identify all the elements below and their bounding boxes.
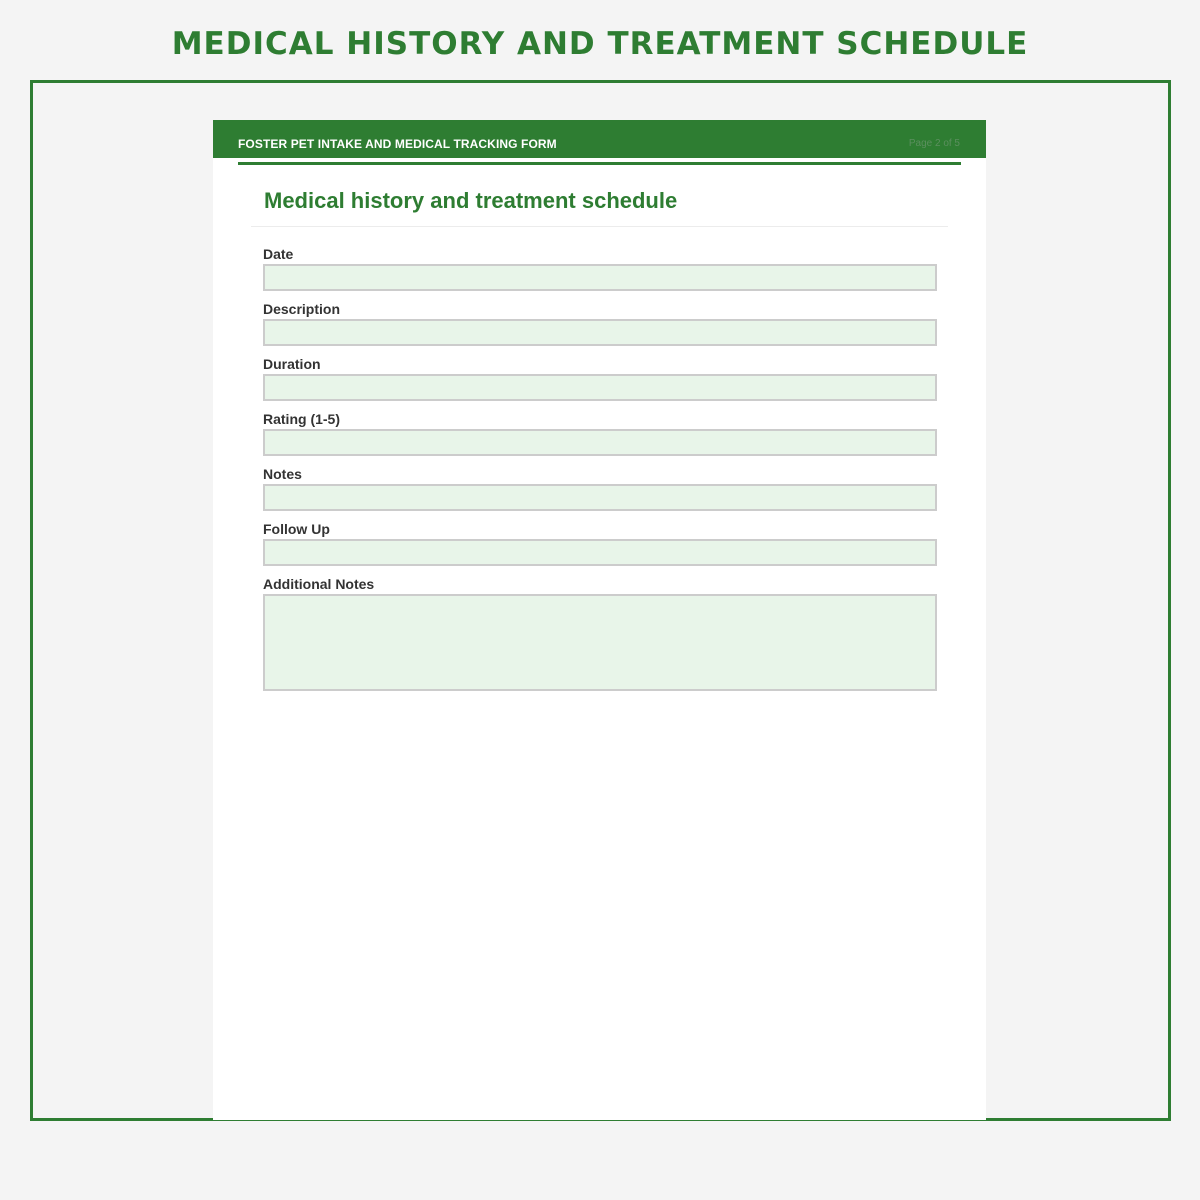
header-rule [238, 162, 961, 165]
notes-input[interactable] [263, 484, 937, 511]
form-sheet [213, 120, 986, 1120]
notes-label: Notes [263, 466, 302, 482]
date-label: Date [263, 246, 294, 262]
section-divider [251, 226, 948, 227]
description-input[interactable] [263, 319, 937, 346]
form-fields [263, 246, 937, 701]
field-duration [263, 356, 937, 401]
duration-input[interactable] [263, 374, 937, 401]
field-notes [263, 466, 937, 511]
additional-notes-label: Additional Notes [263, 576, 375, 592]
page-indicator: Page 2 of 5 [908, 138, 960, 149]
duration-label: Duration [263, 356, 321, 372]
follow-up-label: Follow Up [263, 521, 330, 537]
date-input[interactable] [263, 264, 937, 291]
form-header-bar [213, 120, 986, 158]
field-rating [263, 411, 937, 456]
field-additional-notes [263, 576, 937, 691]
field-description [263, 301, 937, 346]
section-title: Medical history and treatment schedule [264, 188, 678, 213]
rating-label: Rating (1-5) [263, 411, 340, 427]
field-follow-up [263, 521, 937, 566]
page-heading: MEDICAL HISTORY AND TREATMENT SCHEDULE [171, 26, 1029, 62]
field-date [263, 246, 937, 291]
rating-input[interactable] [263, 429, 937, 456]
form-header-title: FOSTER PET INTAKE AND MEDICAL TRACKING FORM [238, 137, 557, 151]
additional-notes-textarea[interactable] [263, 594, 937, 691]
follow-up-input[interactable] [263, 539, 937, 566]
description-label: Description [263, 301, 341, 317]
